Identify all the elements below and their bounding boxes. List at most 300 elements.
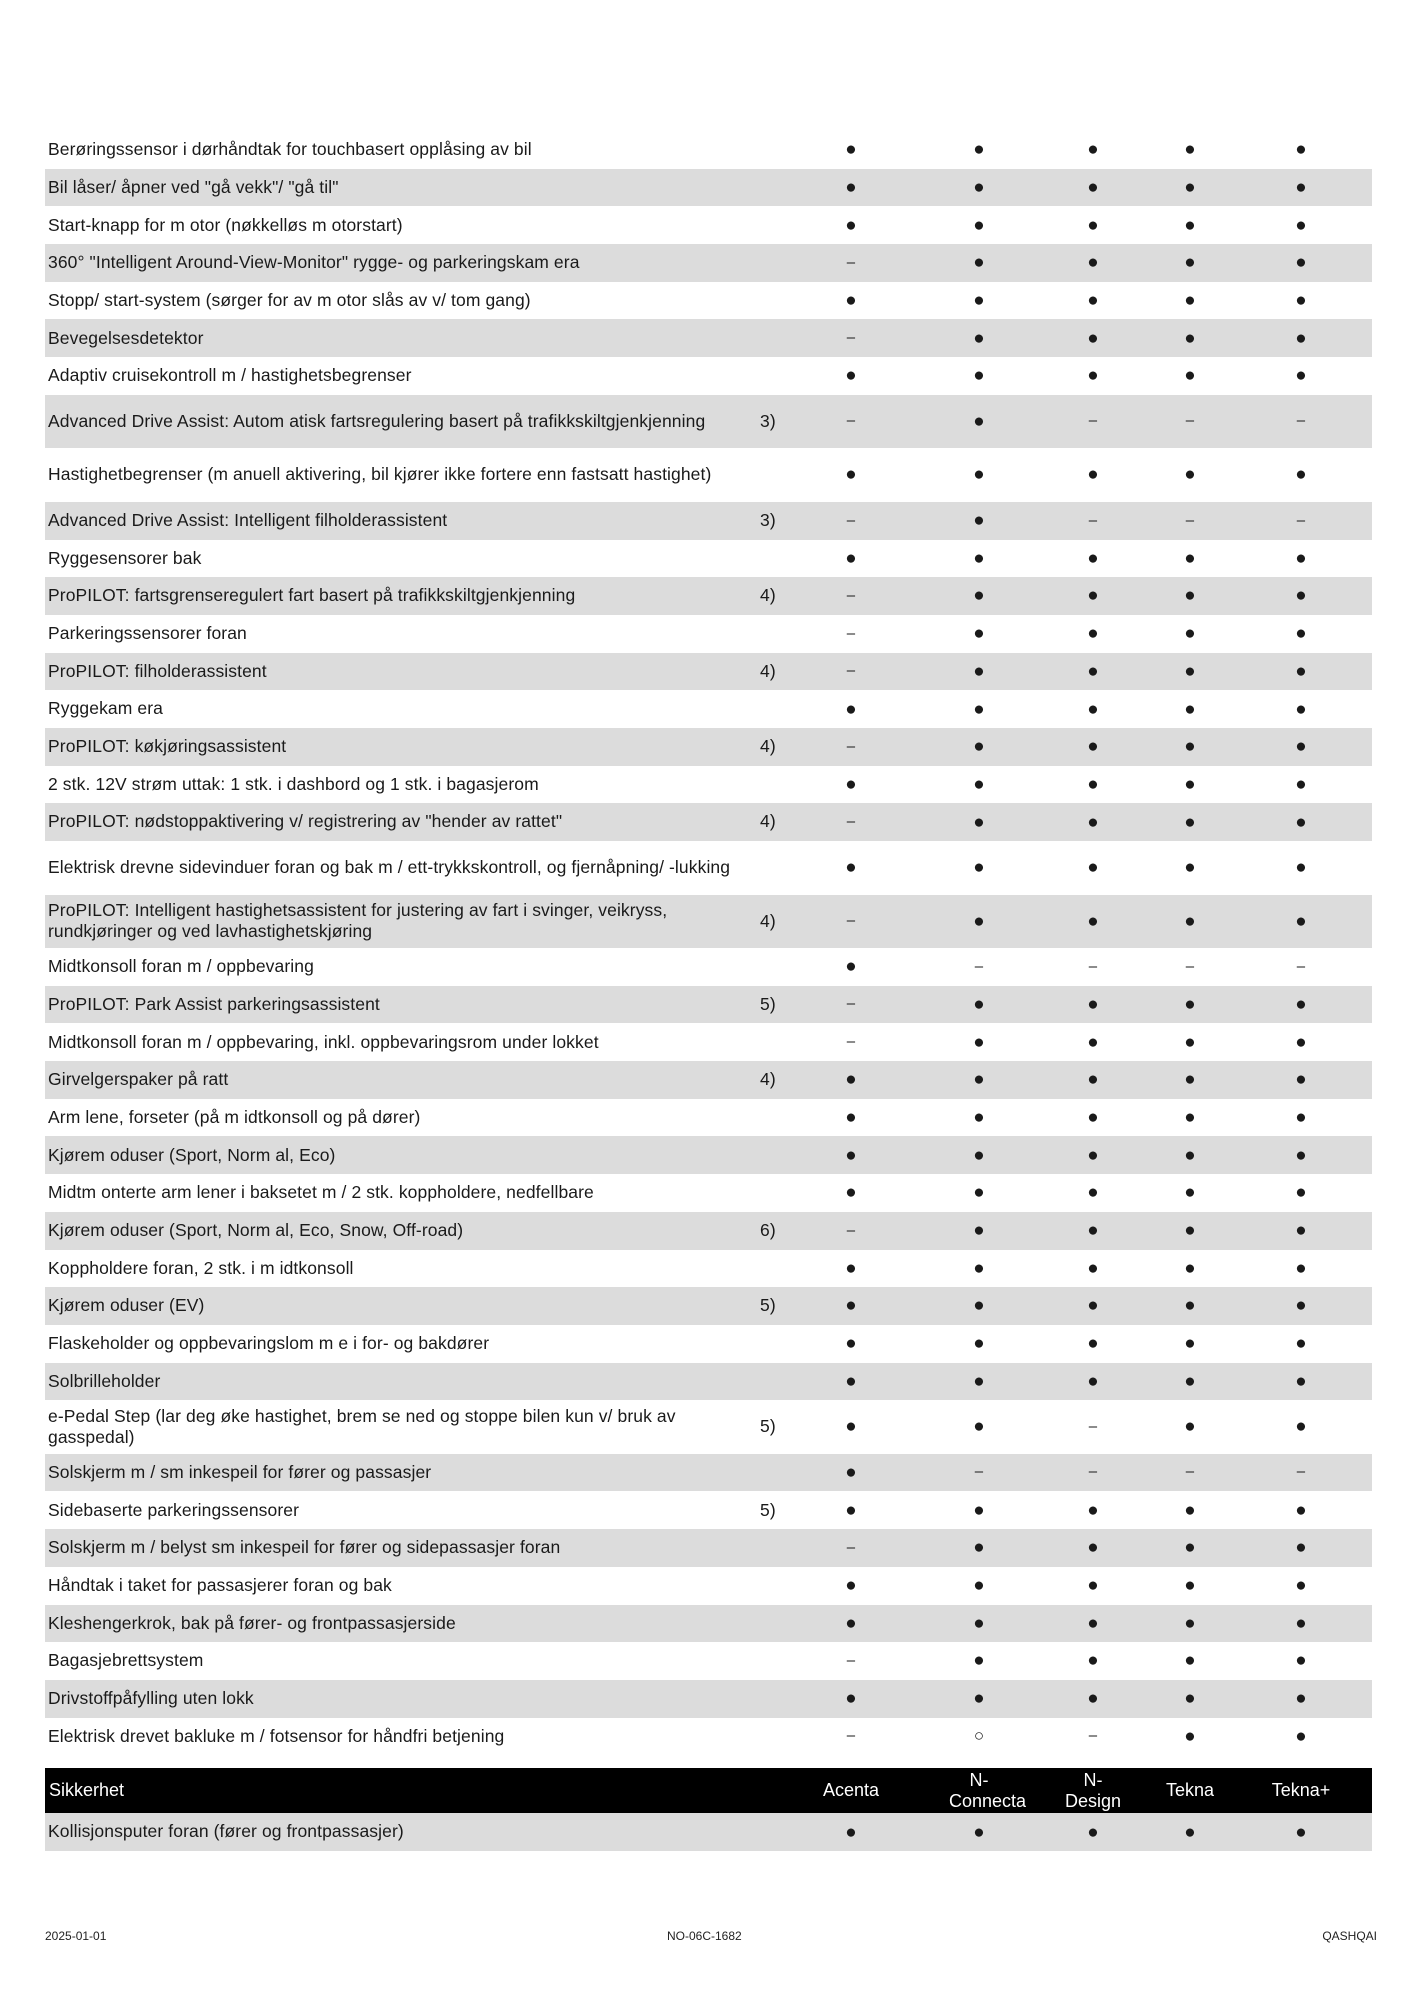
availability-standard-mark: ● bbox=[1087, 585, 1099, 607]
feature-label: Håndtak i taket for passasjerer foran og bak bbox=[48, 1574, 392, 1595]
availability-standard-mark: ● bbox=[973, 252, 985, 274]
footnote-ref: 5) bbox=[760, 1416, 776, 1437]
availability-standard-mark: ● bbox=[1087, 214, 1099, 236]
availability-standard-mark: ● bbox=[845, 176, 857, 198]
availability-standard-mark: ● bbox=[1184, 1107, 1196, 1128]
footer-document-code: NO-06C-1682 bbox=[667, 1929, 742, 1943]
availability-standard-mark: ● bbox=[1184, 910, 1196, 932]
feature-label: Solskjerm m / sm inkespeil for fører og passasjer bbox=[48, 1461, 432, 1482]
table-row bbox=[45, 1642, 1372, 1680]
availability-standard-mark: ● bbox=[1295, 139, 1307, 161]
availability-standard-mark: ● bbox=[1087, 1107, 1099, 1128]
availability-standard-mark: ● bbox=[973, 1069, 985, 1091]
availability-standard-mark: ● bbox=[973, 410, 985, 432]
table-row bbox=[45, 1099, 1372, 1137]
availability-unavailable-mark: – bbox=[846, 412, 856, 430]
availability-standard-mark: ● bbox=[1087, 1220, 1099, 1242]
availability-standard-mark: ● bbox=[1295, 1537, 1307, 1559]
availability-standard-mark: ● bbox=[845, 1295, 857, 1317]
availability-standard-mark: ● bbox=[973, 585, 985, 607]
footnote-ref: 3) bbox=[760, 509, 776, 530]
availability-standard-mark: ● bbox=[1087, 1069, 1099, 1091]
feature-label: Parkeringssensorer foran bbox=[48, 623, 247, 644]
availability-standard-mark: ● bbox=[1184, 1612, 1196, 1634]
availability-standard-mark: ● bbox=[1184, 252, 1196, 274]
availability-unavailable-mark: – bbox=[1185, 412, 1195, 430]
availability-unavailable-mark: – bbox=[846, 329, 856, 347]
feature-label: Midtm onterte arm lener i baksetet m / 2 stk. koppholdere, nedfellbare bbox=[48, 1182, 594, 1203]
availability-standard-mark: ● bbox=[1295, 365, 1307, 387]
feature-label: ProPILOT: nødstoppaktivering v/ registrering av "hender av rattet" bbox=[48, 811, 563, 832]
feature-label: Midtkonsoll foran m / oppbevaring bbox=[48, 956, 314, 977]
table-row bbox=[45, 448, 1372, 502]
safety-rows bbox=[45, 1813, 1372, 1851]
availability-standard-mark: ● bbox=[973, 1333, 985, 1355]
availability-standard-mark: ● bbox=[1087, 811, 1099, 833]
feature-label: Flaskeholder og oppbevaringslom m e i for- og bakdører bbox=[48, 1333, 490, 1354]
table-row bbox=[45, 1680, 1372, 1718]
availability-standard-mark: ● bbox=[1184, 993, 1196, 1015]
availability-standard-mark: ● bbox=[1184, 1575, 1196, 1597]
feature-label: Kleshengerkrok, bak på fører- og frontpassasjerside bbox=[48, 1612, 456, 1633]
availability-unavailable-mark: – bbox=[1185, 1463, 1195, 1481]
section-header-safety bbox=[45, 1768, 1372, 1813]
table-row bbox=[45, 1136, 1372, 1174]
feature-label: Elektrisk drevne sidevinduer foran og bak m / ett-trykkskontroll, og fjernåpning/ -lukking bbox=[48, 857, 731, 878]
availability-standard-mark: ● bbox=[973, 1107, 985, 1128]
availability-standard-mark: ● bbox=[845, 1182, 857, 1204]
feature-label: Berøringssensor i dørhåndtak for touchbasert opplåsing av bil bbox=[48, 139, 532, 160]
availability-unavailable-mark: – bbox=[846, 511, 856, 529]
availability-standard-mark: ● bbox=[845, 139, 857, 161]
availability-standard-mark: ● bbox=[973, 1144, 985, 1166]
availability-standard-mark: ● bbox=[1295, 290, 1307, 311]
table-row bbox=[45, 357, 1372, 395]
feature-label: ProPILOT: Park Assist parkeringsassistent bbox=[48, 993, 380, 1014]
availability-standard-mark: ● bbox=[1087, 857, 1099, 879]
availability-standard-mark: ● bbox=[973, 857, 985, 879]
footnote-ref: 4) bbox=[760, 585, 776, 606]
availability-standard-mark: ● bbox=[1295, 327, 1307, 349]
availability-unavailable-mark: – bbox=[1185, 511, 1195, 529]
availability-standard-mark: ● bbox=[845, 1416, 857, 1438]
availability-standard-mark: ● bbox=[1087, 1370, 1099, 1392]
availability-standard-mark: ● bbox=[973, 660, 985, 682]
availability-standard-mark: ● bbox=[973, 811, 985, 833]
availability-unavailable-mark: – bbox=[846, 624, 856, 642]
availability-standard-mark: ● bbox=[1087, 660, 1099, 682]
availability-standard-mark: ● bbox=[973, 1257, 985, 1279]
footnote-ref: 6) bbox=[760, 1219, 776, 1240]
availability-standard-mark: ● bbox=[1087, 1499, 1099, 1521]
feature-label: Koppholdere foran, 2 stk. i m idtkonsoll bbox=[48, 1257, 354, 1278]
availability-standard-mark: ● bbox=[1295, 1144, 1307, 1166]
availability-standard-mark: ● bbox=[973, 1650, 985, 1672]
availability-standard-mark: ● bbox=[1295, 811, 1307, 833]
footer-model-name: QASHQAI bbox=[1322, 1929, 1377, 1943]
feature-label: Kjørem oduser (Sport, Norm al, Eco, Snow, Off-road) bbox=[48, 1219, 464, 1240]
availability-standard-mark: ● bbox=[1184, 464, 1196, 486]
availability-standard-mark: ● bbox=[1184, 290, 1196, 311]
availability-standard-mark: ● bbox=[1184, 1537, 1196, 1559]
table-row bbox=[45, 319, 1372, 357]
table-row bbox=[45, 766, 1372, 804]
table-row bbox=[45, 1250, 1372, 1288]
availability-standard-mark: ● bbox=[1184, 1416, 1196, 1438]
footnote-ref: 4) bbox=[760, 910, 776, 931]
table-row bbox=[45, 615, 1372, 653]
availability-standard-mark: ● bbox=[1087, 698, 1099, 720]
table-row bbox=[45, 1174, 1372, 1212]
availability-standard-mark: ● bbox=[1087, 623, 1099, 645]
availability-standard-mark: ● bbox=[1184, 1370, 1196, 1392]
availability-unavailable-mark: – bbox=[846, 813, 856, 830]
equipment-table bbox=[45, 131, 1372, 1851]
availability-standard-mark: ● bbox=[845, 1499, 857, 1521]
availability-standard-mark: ● bbox=[1184, 1688, 1196, 1710]
footnote-ref: 4) bbox=[760, 660, 776, 681]
availability-unavailable-mark: – bbox=[1088, 1417, 1098, 1435]
availability-standard-mark: ● bbox=[1295, 1107, 1307, 1128]
availability-standard-mark: ● bbox=[1184, 327, 1196, 349]
availability-standard-mark: ● bbox=[1295, 698, 1307, 720]
availability-standard-mark: ● bbox=[845, 1688, 857, 1710]
section-spacer bbox=[45, 1755, 1372, 1768]
availability-standard-mark: ● bbox=[845, 1821, 857, 1843]
table-row bbox=[45, 948, 1372, 986]
availability-standard-mark: ● bbox=[845, 1257, 857, 1279]
feature-label: Girvelgerspaker på ratt bbox=[48, 1069, 229, 1090]
availability-standard-mark: ● bbox=[1295, 993, 1307, 1015]
availability-standard-mark: ● bbox=[1184, 1031, 1196, 1053]
availability-standard-mark: ● bbox=[845, 1370, 857, 1392]
availability-standard-mark: ● bbox=[973, 1575, 985, 1597]
table-row bbox=[45, 206, 1372, 244]
availability-standard-mark: ● bbox=[1087, 1295, 1099, 1317]
availability-standard-mark: ● bbox=[845, 956, 857, 978]
feature-label: Drivstoffpåfylling uten lokk bbox=[48, 1688, 254, 1709]
table-row bbox=[45, 1454, 1372, 1492]
availability-standard-mark: ● bbox=[1087, 1821, 1099, 1843]
availability-standard-mark: ● bbox=[1295, 1370, 1307, 1392]
availability-standard-mark: ● bbox=[973, 993, 985, 1015]
table-row bbox=[45, 1529, 1372, 1567]
availability-standard-mark: ● bbox=[973, 1370, 985, 1392]
availability-standard-mark: ● bbox=[973, 773, 985, 795]
feature-label: e-Pedal Step (lar deg øke hastighet, brem se ned og stoppe bilen kun v/ bruk av gasspedal) bbox=[48, 1405, 676, 1447]
availability-standard-mark: ● bbox=[845, 773, 857, 795]
availability-standard-mark: ● bbox=[973, 464, 985, 486]
availability-standard-mark: ● bbox=[1295, 1725, 1307, 1747]
availability-standard-mark: ● bbox=[1295, 1499, 1307, 1521]
availability-standard-mark: ● bbox=[1184, 1257, 1196, 1279]
table-row bbox=[45, 1400, 1372, 1454]
availability-unavailable-mark: – bbox=[1088, 957, 1098, 975]
availability-standard-mark: ● bbox=[1295, 1031, 1307, 1053]
availability-standard-mark: ● bbox=[1184, 214, 1196, 236]
availability-standard-mark: ● bbox=[1184, 139, 1196, 161]
footnote-ref: 4) bbox=[760, 1069, 776, 1090]
availability-standard-mark: ● bbox=[1087, 1257, 1099, 1279]
availability-unavailable-mark: – bbox=[846, 995, 856, 1013]
feature-label: Solbrilleholder bbox=[48, 1370, 161, 1391]
table-row bbox=[45, 728, 1372, 766]
availability-standard-mark: ● bbox=[973, 1499, 985, 1521]
availability-standard-mark: ● bbox=[845, 1462, 857, 1483]
availability-standard-mark: ● bbox=[973, 1537, 985, 1559]
feature-label: Ryggekam era bbox=[48, 698, 164, 719]
availability-standard-mark: ● bbox=[973, 510, 985, 532]
availability-standard-mark: ● bbox=[973, 1416, 985, 1438]
table-row bbox=[45, 986, 1372, 1024]
availability-standard-mark: ● bbox=[1087, 993, 1099, 1015]
feature-label: 360° "Intelligent Around-View-Monitor" rygge- og parkeringskam era bbox=[48, 252, 580, 273]
availability-standard-mark: ● bbox=[845, 547, 857, 569]
availability-standard-mark: ● bbox=[1295, 736, 1307, 758]
availability-unavailable-mark: – bbox=[846, 1727, 856, 1745]
table-row bbox=[45, 502, 1372, 540]
table-row bbox=[45, 841, 1372, 895]
footnote-ref: 3) bbox=[760, 410, 776, 431]
availability-standard-mark: ● bbox=[1184, 1333, 1196, 1355]
footnote-ref: 5) bbox=[760, 1295, 776, 1316]
availability-standard-mark: ● bbox=[1295, 1182, 1307, 1204]
table-row bbox=[45, 1605, 1372, 1643]
availability-standard-mark: ● bbox=[1295, 1688, 1307, 1710]
availability-standard-mark: ● bbox=[1184, 1182, 1196, 1204]
footnote-ref: 4) bbox=[760, 736, 776, 757]
table-row bbox=[45, 1363, 1372, 1401]
table-row bbox=[45, 653, 1372, 691]
availability-standard-mark: ● bbox=[1295, 1821, 1307, 1843]
availability-unavailable-mark: – bbox=[846, 662, 856, 680]
availability-standard-mark: ● bbox=[1295, 623, 1307, 645]
feature-label: ProPILOT: fartsgrenseregulert fart basert på trafikkskiltgjenkjenning bbox=[48, 585, 576, 606]
table-row bbox=[45, 540, 1372, 578]
footer-date: 2025-01-01 bbox=[45, 1929, 107, 1943]
availability-standard-mark: ● bbox=[973, 1821, 985, 1843]
table-row bbox=[45, 690, 1372, 728]
feature-label: Midtkonsoll foran m / oppbevaring, inkl. oppbevaringsrom under lokket bbox=[48, 1031, 599, 1052]
section-title: Sikkerhet bbox=[49, 1780, 125, 1801]
availability-standard-mark: ● bbox=[973, 623, 985, 645]
feature-label: 2 stk. 12V strøm uttak: 1 stk. i dashbord og 1 stk. i bagasjerom bbox=[48, 773, 539, 794]
footnote-ref: 4) bbox=[760, 811, 776, 832]
availability-unavailable-mark: – bbox=[846, 1033, 856, 1051]
availability-standard-mark: ● bbox=[1295, 585, 1307, 607]
availability-unavailable-mark: – bbox=[974, 957, 984, 975]
availability-standard-mark: ● bbox=[1184, 176, 1196, 198]
availability-standard-mark: ● bbox=[1087, 139, 1099, 161]
availability-standard-mark: ● bbox=[1184, 811, 1196, 833]
availability-standard-mark: ● bbox=[1295, 252, 1307, 274]
availability-standard-mark: ● bbox=[1295, 1416, 1307, 1438]
availability-standard-mark: ● bbox=[1295, 547, 1307, 569]
feature-label: Elektrisk drevet bakluke m / fotsensor for håndfri betjening bbox=[48, 1725, 505, 1746]
availability-standard-mark: ● bbox=[1087, 547, 1099, 569]
availability-standard-mark: ● bbox=[1184, 1725, 1196, 1747]
feature-label: Bagasjebrettsystem bbox=[48, 1650, 204, 1671]
availability-standard-mark: ● bbox=[1295, 1257, 1307, 1279]
availability-standard-mark: ● bbox=[1184, 1069, 1196, 1091]
column-header-tekna-plus: Tekna+ bbox=[1271, 1780, 1331, 1801]
availability-unavailable-mark: – bbox=[846, 586, 856, 604]
table-row bbox=[45, 1718, 1372, 1756]
feature-label: Kjørem oduser (Sport, Norm al, Eco) bbox=[48, 1144, 336, 1165]
availability-standard-mark: ● bbox=[1184, 736, 1196, 758]
table-row bbox=[45, 131, 1372, 169]
availability-optional-mark: ○ bbox=[973, 1726, 985, 1746]
availability-standard-mark: ● bbox=[1087, 1182, 1099, 1204]
availability-standard-mark: ● bbox=[1184, 857, 1196, 879]
availability-unavailable-mark: – bbox=[1296, 957, 1306, 975]
availability-standard-mark: ● bbox=[1184, 1499, 1196, 1521]
table-row bbox=[45, 803, 1372, 841]
table-row bbox=[45, 244, 1372, 282]
availability-standard-mark: ● bbox=[1184, 623, 1196, 645]
feature-label: Kjørem oduser (EV) bbox=[48, 1295, 205, 1316]
availability-standard-mark: ● bbox=[1087, 1650, 1099, 1672]
availability-standard-mark: ● bbox=[973, 290, 985, 311]
column-header-n-connecta: N-Connecta bbox=[949, 1769, 1027, 1811]
availability-standard-mark: ● bbox=[973, 327, 985, 349]
feature-label: Adaptiv cruisekontroll m / hastighetsbegrenser bbox=[48, 365, 412, 386]
table-row bbox=[45, 395, 1372, 449]
availability-unavailable-mark: – bbox=[1185, 957, 1195, 975]
availability-standard-mark: ● bbox=[1295, 660, 1307, 682]
feature-label: Solskjerm m / belyst sm inkespeil for fører og sidepassasjer foran bbox=[48, 1537, 561, 1558]
availability-unavailable-mark: – bbox=[1088, 511, 1098, 529]
table-row bbox=[45, 895, 1372, 949]
table-row bbox=[45, 1325, 1372, 1363]
availability-standard-mark: ● bbox=[1087, 176, 1099, 198]
availability-standard-mark: ● bbox=[1295, 910, 1307, 932]
availability-standard-mark: ● bbox=[845, 698, 857, 720]
availability-standard-mark: ● bbox=[1295, 1220, 1307, 1242]
availability-standard-mark: ● bbox=[1087, 327, 1099, 349]
table-row bbox=[45, 1813, 1372, 1851]
availability-unavailable-mark: – bbox=[846, 912, 856, 930]
availability-standard-mark: ● bbox=[1184, 1821, 1196, 1843]
availability-standard-mark: ● bbox=[973, 1182, 985, 1204]
availability-unavailable-mark: – bbox=[1296, 412, 1306, 430]
availability-unavailable-mark: – bbox=[846, 1221, 856, 1239]
availability-standard-mark: ● bbox=[973, 736, 985, 758]
availability-standard-mark: ● bbox=[1087, 773, 1099, 795]
feature-label: Arm lene, forseter (på m idtkonsoll og på dører) bbox=[48, 1106, 421, 1127]
availability-standard-mark: ● bbox=[1295, 1069, 1307, 1091]
availability-standard-mark: ● bbox=[1087, 1144, 1099, 1166]
availability-standard-mark: ● bbox=[1295, 464, 1307, 486]
feature-label: Ryggesensorer bak bbox=[48, 547, 202, 568]
footnote-ref: 5) bbox=[760, 1499, 776, 1520]
availability-standard-mark: ● bbox=[973, 365, 985, 387]
availability-standard-mark: ● bbox=[973, 1295, 985, 1317]
availability-standard-mark: ● bbox=[1295, 1333, 1307, 1355]
availability-standard-mark: ● bbox=[845, 1107, 857, 1128]
availability-standard-mark: ● bbox=[845, 1333, 857, 1355]
feature-label: Advanced Drive Assist: Intelligent filholderassistent bbox=[48, 509, 448, 530]
feature-label: Advanced Drive Assist: Autom atisk fartsregulering basert på trafikkskiltgjenkjenning bbox=[48, 410, 706, 431]
availability-standard-mark: ● bbox=[1087, 910, 1099, 932]
availability-unavailable-mark: – bbox=[1296, 511, 1306, 529]
availability-standard-mark: ● bbox=[1184, 365, 1196, 387]
availability-standard-mark: ● bbox=[1295, 1650, 1307, 1672]
feature-label: ProPILOT: køkjøringsassistent bbox=[48, 736, 287, 757]
availability-standard-mark: ● bbox=[973, 698, 985, 720]
availability-unavailable-mark: – bbox=[846, 1651, 856, 1669]
footnote-ref: 5) bbox=[760, 993, 776, 1014]
table-row bbox=[45, 282, 1372, 320]
availability-unavailable-mark: – bbox=[846, 1538, 856, 1556]
availability-standard-mark: ● bbox=[973, 214, 985, 236]
availability-standard-mark: ● bbox=[973, 176, 985, 198]
feature-label: ProPILOT: filholderassistent bbox=[48, 660, 267, 681]
availability-standard-mark: ● bbox=[845, 1144, 857, 1166]
availability-standard-mark: ● bbox=[1087, 290, 1099, 311]
table-row bbox=[45, 1567, 1372, 1605]
availability-standard-mark: ● bbox=[845, 1069, 857, 1091]
feature-label: Hastighetbegrenser (m anuell aktivering, bil kjører ikke fortere enn fastsatt hastighet) bbox=[48, 464, 712, 485]
column-header-tekna: Tekna bbox=[1165, 1780, 1215, 1801]
feature-label: Sidebaserte parkeringssensorer bbox=[48, 1499, 300, 1520]
availability-standard-mark: ● bbox=[1087, 1575, 1099, 1597]
availability-standard-mark: ● bbox=[1184, 547, 1196, 569]
table-row bbox=[45, 577, 1372, 615]
availability-standard-mark: ● bbox=[1184, 1144, 1196, 1166]
feature-label: Stopp/ start-system (sørger for av m otor slås av v/ tom gang) bbox=[48, 289, 531, 310]
table-row bbox=[45, 1212, 1372, 1250]
availability-standard-mark: ● bbox=[1184, 585, 1196, 607]
feature-label: ProPILOT: Intelligent hastighetsassistent for justering av fart i svinger, veikryss, rundkjøringer og ved lavhastighetskjøring bbox=[48, 899, 668, 942]
availability-standard-mark: ● bbox=[1184, 660, 1196, 682]
availability-unavailable-mark: – bbox=[846, 737, 856, 755]
availability-standard-mark: ● bbox=[973, 1220, 985, 1242]
table-row bbox=[45, 1287, 1372, 1325]
availability-standard-mark: ● bbox=[845, 1612, 857, 1634]
availability-standard-mark: ● bbox=[1295, 857, 1307, 879]
feature-label: Bevegelsesdetektor bbox=[48, 327, 204, 348]
availability-standard-mark: ● bbox=[845, 214, 857, 236]
feature-label: Bil låser/ åpner ved "gå vekk"/ "gå til" bbox=[48, 176, 339, 197]
column-header-acenta: Acenta bbox=[822, 1780, 880, 1801]
availability-standard-mark: ● bbox=[1184, 698, 1196, 720]
availability-standard-mark: ● bbox=[845, 1575, 857, 1597]
availability-standard-mark: ● bbox=[1087, 464, 1099, 486]
availability-standard-mark: ● bbox=[1295, 214, 1307, 236]
availability-standard-mark: ● bbox=[1087, 365, 1099, 387]
availability-standard-mark: ● bbox=[1295, 176, 1307, 198]
availability-standard-mark: ● bbox=[973, 1612, 985, 1634]
availability-standard-mark: ● bbox=[973, 1688, 985, 1710]
availability-unavailable-mark: – bbox=[1088, 1727, 1098, 1745]
availability-standard-mark: ● bbox=[1087, 1031, 1099, 1053]
availability-standard-mark: ● bbox=[845, 464, 857, 486]
feature-label: Kollisjonsputer foran (fører og frontpassasjer) bbox=[48, 1821, 404, 1842]
availability-standard-mark: ● bbox=[1184, 1295, 1196, 1317]
equipment-rows bbox=[45, 131, 1372, 1755]
availability-standard-mark: ● bbox=[973, 1031, 985, 1053]
table-row bbox=[45, 169, 1372, 207]
availability-unavailable-mark: – bbox=[974, 1463, 984, 1481]
availability-standard-mark: ● bbox=[1087, 1537, 1099, 1559]
table-row bbox=[45, 1061, 1372, 1099]
feature-label: Start-knapp for m otor (nøkkelløs m otorstart) bbox=[48, 214, 403, 235]
availability-standard-mark: ● bbox=[973, 139, 985, 161]
availability-standard-mark: ● bbox=[1184, 1220, 1196, 1242]
table-row bbox=[45, 1023, 1372, 1061]
availability-unavailable-mark: – bbox=[1088, 412, 1098, 430]
